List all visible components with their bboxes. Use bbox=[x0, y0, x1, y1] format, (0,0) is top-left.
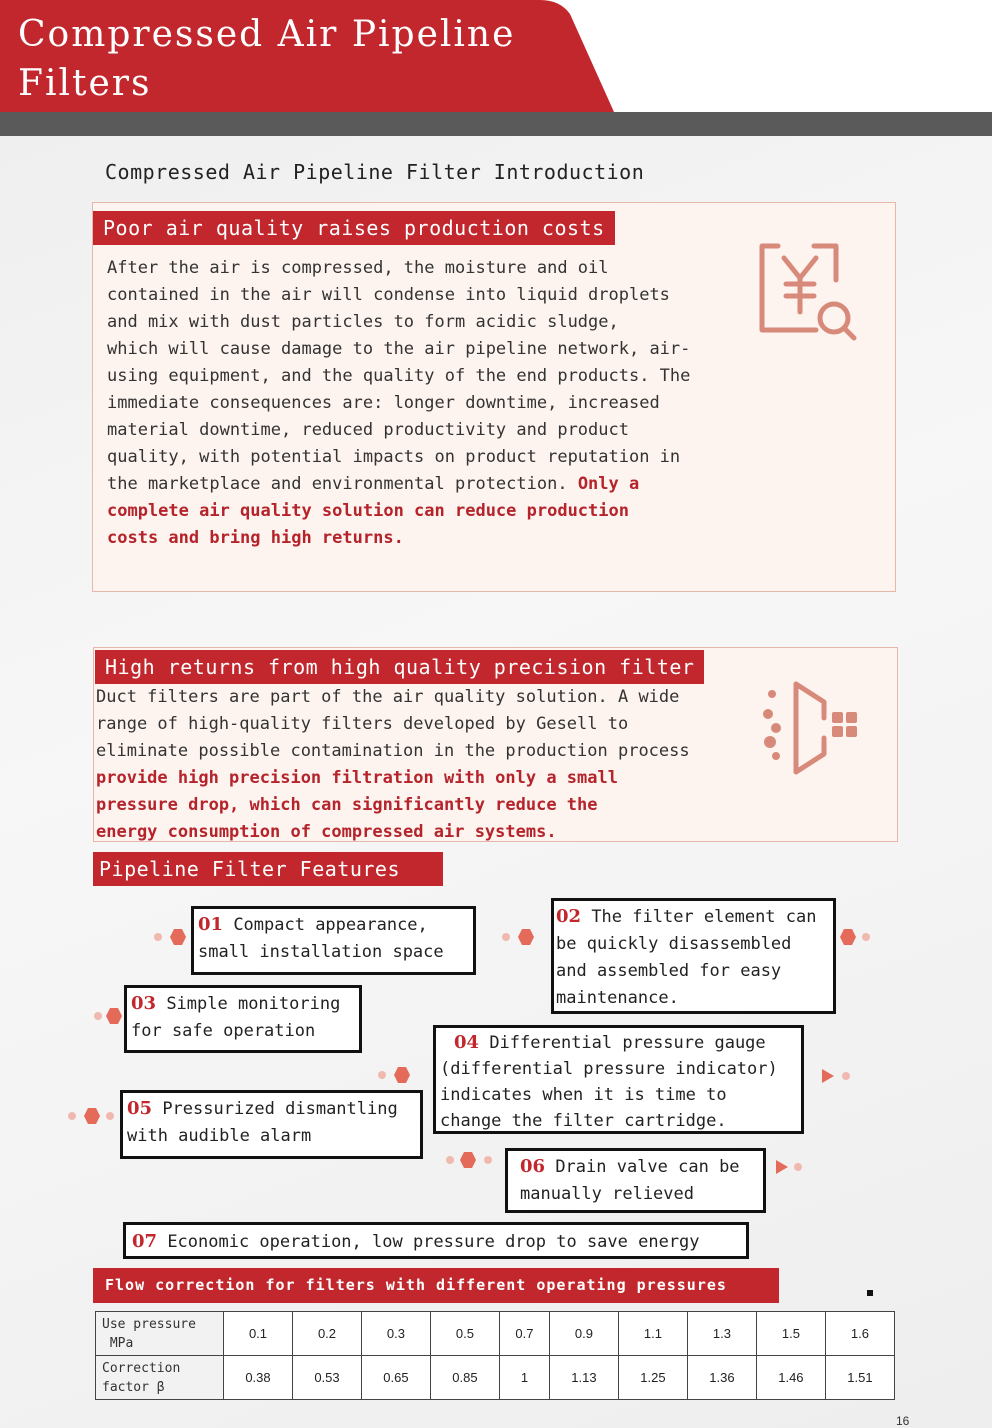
flow-correction-table bbox=[95, 1311, 895, 1400]
row-label-pressure: Use pressure MPa bbox=[96, 1312, 224, 1356]
card-high-returns-tag: High returns from high quality precision filter bbox=[95, 650, 704, 684]
decoration-dots bbox=[94, 1008, 124, 1024]
table-cell: 0.7 bbox=[499, 1312, 549, 1356]
table-cell: 0.65 bbox=[361, 1356, 430, 1400]
table-cell: 0.53 bbox=[292, 1356, 361, 1400]
decoration-dots bbox=[822, 1068, 856, 1084]
card-high-returns-text: Duct filters are part of the air quality solution. A wide range of high-quality filters developed by Gesell to eliminate possible contamination in the production process provide high precision filtration with only a small pressure drop, which can significantly reduce the energy consumption of compressed air systems. bbox=[96, 687, 690, 842]
table-cell: 1.1 bbox=[618, 1312, 687, 1356]
table-cell: 0.1 bbox=[224, 1312, 293, 1356]
features-heading: Pipeline Filter Features bbox=[93, 852, 443, 886]
decoration-dots bbox=[840, 929, 876, 945]
table-cell: 1.51 bbox=[825, 1356, 894, 1400]
flow-correction-heading: Flow correction for filters with different operating pressures bbox=[93, 1268, 779, 1303]
feature-07: 07 Economic operation, low pressure drop to save energy bbox=[123, 1222, 749, 1259]
table-row bbox=[96, 1312, 895, 1356]
decoration-dots bbox=[378, 1067, 418, 1083]
table-cell: 1.46 bbox=[756, 1356, 825, 1400]
page-title: Compressed Air Pipeline Filters bbox=[18, 14, 516, 104]
table-cell: 1.25 bbox=[618, 1356, 687, 1400]
decoration-dots bbox=[68, 1108, 118, 1124]
filter-icon bbox=[760, 678, 864, 778]
table-cell: 1.6 bbox=[825, 1312, 894, 1356]
table-cell: 1.5 bbox=[756, 1312, 825, 1356]
table-cell: 1 bbox=[499, 1356, 549, 1400]
table-cell: 0.2 bbox=[292, 1312, 361, 1356]
feature-01: 01 Compact appearance, small installation space bbox=[191, 906, 476, 975]
card-air-quality-text: After the air is compressed, the moisture and oil contained in the air will condense into liquid droplets and mix with dust particles to form acidic sludge, which will cause damage to the air pipeline network, air- using equipment, and the quality of the end products. The immediate consequences are: longer downtime, increased material downtime, reduced productivity and product quality, with potential impacts on product reputation in the marketplace and environmental protection. Only a complete air quality solution can reduce production costs and bring high returns. bbox=[107, 258, 691, 548]
table-cell: 1.36 bbox=[687, 1356, 756, 1400]
table-cell: 0.3 bbox=[361, 1312, 430, 1356]
feature-03: 03 Simple monitoring for safe operation bbox=[124, 985, 362, 1053]
table-cell: 0.5 bbox=[430, 1312, 499, 1356]
feature-04: 04 Differential pressure gauge (differential pressure indicator) indicates when it is time to change the filter cartridge. bbox=[433, 1025, 804, 1134]
decoration-dots bbox=[446, 1152, 502, 1168]
table-cell: 0.9 bbox=[549, 1312, 618, 1356]
decoration-dots bbox=[502, 929, 542, 945]
decoration-dots bbox=[776, 1159, 806, 1175]
decoration-square bbox=[867, 1290, 873, 1296]
feature-06: 06 Drain valve can be manually relieved bbox=[505, 1148, 766, 1213]
decoration-dots bbox=[154, 929, 190, 945]
table-cell: 1.13 bbox=[549, 1356, 618, 1400]
row-label-factor: Correction factor β bbox=[96, 1356, 224, 1400]
header-divider bbox=[0, 112, 992, 136]
intro-heading: Compressed Air Pipeline Filter Introduction bbox=[105, 160, 645, 184]
table-cell: 0.38 bbox=[224, 1356, 293, 1400]
table-row bbox=[96, 1356, 895, 1400]
feature-02: 02 The filter element can be quickly disassembled and assembled for easy maintenance. bbox=[551, 898, 836, 1014]
yen-magnifier-icon bbox=[756, 240, 860, 344]
table-cell: 0.85 bbox=[430, 1356, 499, 1400]
table-cell: 1.3 bbox=[687, 1312, 756, 1356]
page-number: 16 bbox=[896, 1414, 910, 1428]
feature-05: 05 Pressurized dismantling with audible alarm bbox=[120, 1090, 423, 1159]
card-air-quality-tag: Poor air quality raises production costs bbox=[93, 211, 615, 245]
